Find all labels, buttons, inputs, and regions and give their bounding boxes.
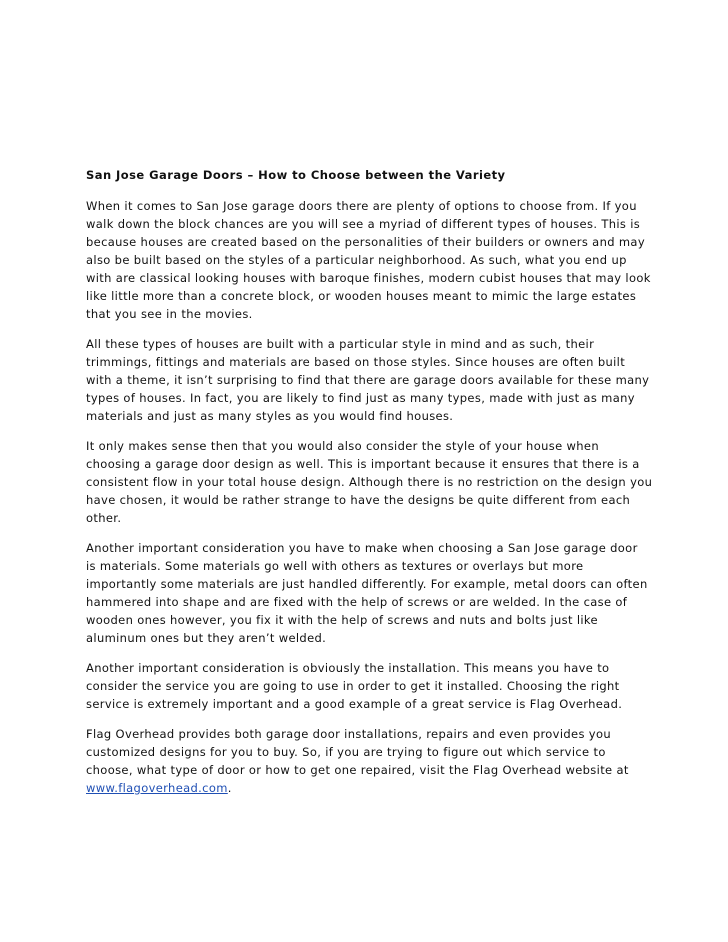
paragraph-line: When it comes to San Jose garage doors there are plenty of options to choose from. If you <box>86 199 637 213</box>
paragraph-6 <box>86 725 656 797</box>
paragraph-line: have chosen, it would be rather strange to have the designs be quite different from each <box>86 493 631 507</box>
paragraph-4 <box>86 539 656 647</box>
paragraph-line: It only makes sense then that you would also consider the style of your house when <box>86 439 599 453</box>
website-link[interactable]: www.flagoverhead.com <box>86 781 228 795</box>
paragraph-line: Flag Overhead provides both garage door installations, repairs and even provides you <box>86 727 611 741</box>
paragraph-line: like little more than a concrete block, or wooden houses meant to mimic the large estates <box>86 289 637 303</box>
link-trailing-period: . <box>227 781 232 795</box>
paragraph-5 <box>86 659 656 713</box>
document-page <box>86 166 656 809</box>
paragraph-line: types of houses. In fact, you are likely to find just as many types, made with just as many <box>86 391 635 405</box>
paragraph-line: walk down the block chances are you will see a myriad of different types of houses. This is <box>86 217 641 231</box>
document-title: San Jose Garage Doors – How to Choose between the Variety <box>86 168 506 182</box>
paragraph-line: choose, what type of door or how to get one repaired, visit the Flag Overhead website at <box>86 763 629 777</box>
paragraph-line: wooden ones however, you fix it with the help of screws and nuts and bolts just like <box>86 613 598 627</box>
paragraph-1 <box>86 197 656 323</box>
paragraph-line: hammered into shape and are fixed with the help of screws or are welded. In the case of <box>86 595 628 609</box>
paragraph-line: trimmings, fittings and materials are based on those styles. Since houses are often built <box>86 355 626 369</box>
paragraph-line-with-link <box>86 779 656 797</box>
paragraph-line: All these types of houses are built with a particular style in mind and as such, their <box>86 337 595 351</box>
paragraph-line: other. <box>86 511 122 525</box>
paragraph-line: is materials. Some materials go well with others as textures or overlays but more <box>86 559 584 573</box>
paragraph-line: aluminum ones but they aren’t welded. <box>86 631 327 645</box>
paragraph-line: with are classical looking houses with baroque finishes, modern cubist houses that may look <box>86 271 651 285</box>
paragraph-line: service is extremely important and a good example of a great service is Flag Overhead. <box>86 697 623 711</box>
paragraph-line: materials and just as many styles as you would find houses. <box>86 409 454 423</box>
paragraph-line: customized designs for you to buy. So, if you are trying to figure out which service to <box>86 745 606 759</box>
paragraph-3 <box>86 437 656 527</box>
paragraph-line: consistent flow in your total house design. Although there is no restriction on the design you <box>86 475 653 489</box>
paragraph-line: that you see in the movies. <box>86 307 253 321</box>
paragraph-line: choosing a garage door design as well. This is important because it ensures that there is a <box>86 457 640 471</box>
paragraph-line: importantly some materials are just handled differently. For example, metal doors can often <box>86 577 648 591</box>
paragraph-line: consider the service you are going to use in order to get it installed. Choosing the right <box>86 679 620 693</box>
paragraph-line: because houses are created based on the personalities of their builders or owners and may <box>86 235 645 249</box>
paragraph-2 <box>86 335 656 425</box>
paragraph-line: Another important consideration is obviously the installation. This means you have to <box>86 661 610 675</box>
paragraph-line: with a theme, it isn’t surprising to find that there are garage doors available for these many <box>86 373 650 387</box>
paragraph-line: Another important consideration you have to make when choosing a San Jose garage door <box>86 541 638 555</box>
paragraph-line: also be built based on the styles of a particular neighborhood. As such, what you end up <box>86 253 627 267</box>
